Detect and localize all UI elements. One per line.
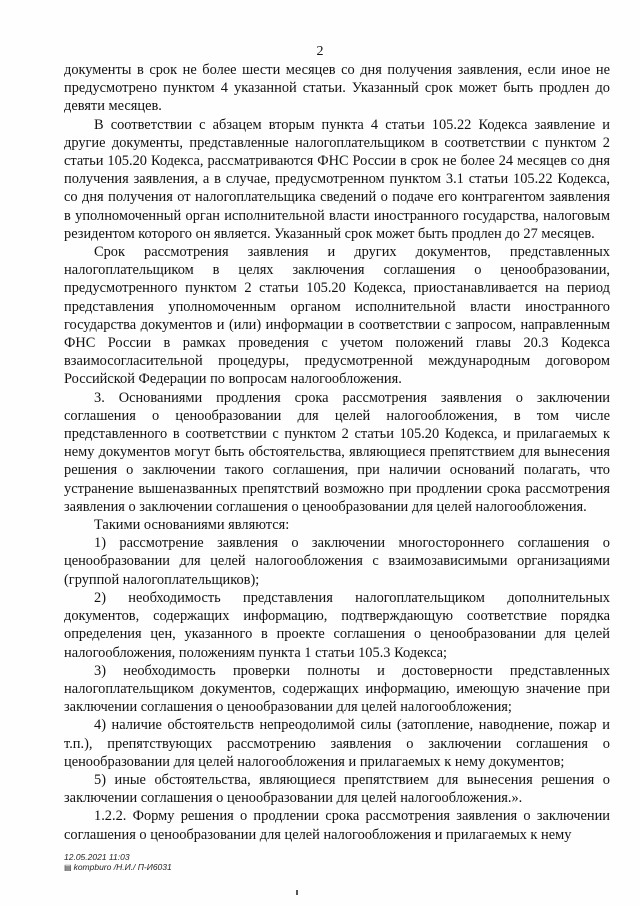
footer-stamp bbox=[64, 852, 172, 873]
footer-path-line bbox=[64, 862, 172, 873]
paragraph-grounds-extension: 3. Основаниями продления срока рассмотрения заявления о заключении соглашения о ценообразовании для целей налогообложения, в том числе представленного в соответствии с пунктом 2 статьи 105.20 Кодекса, и прилагаемых к нему документов могут быть обстоятельства, являющиеся препятствием для вынесения решения о заключении такого соглашения, при наличии оснований полагать, что устранение вышеназванных препятствий возможно при продлении срока рассмотрения заявления о заключении соглашения о ценообразовании для целей налогообложения. bbox=[64, 389, 610, 515]
list-item-3: 3) необходимость проверки полноты и достоверности представленных налогоплательщиком документов, содержащих информацию, имеющую значение при заключении соглашения о ценообразовании для целей налогообложения; bbox=[64, 662, 610, 716]
footer-path: kompburo /Н.И./ П-И6031 bbox=[73, 862, 172, 872]
paragraph-suspension: Срок рассмотрения заявления и других документов, представленных налогоплательщиком в целях заключения соглашения о ценообразовании, предусмотренного пунктом 2 статьи 105.20 Кодекса, приостанавливается на период представления уполномоченным органом исполнительной власти иностранного государства документов и (или) информации в соответствии с запросом, направленным ФНС России в рамках проведения с учетом положений главы 20.3 Кодекса взаимосогласительной процедуры, предусмотренной международным договором Российской Федерации по вопросам налогообложения. bbox=[64, 244, 610, 388]
list-item-2: 2) необходимость представления налогоплательщиком дополнительных документов, содержащих информацию, подтверждающую соответствие порядка определения цен, указанного в проекте соглашения о ценообразовании для целей налогообложения, положениям пункта 1 статьи 105.3 Кодекса; bbox=[64, 589, 610, 661]
list-item-4: 4) наличие обстоятельств непреодолимой силы (затопление, наводнение, пожар и т.п.), препятствующих рассмотрению заявления о заключении соглашения о ценообразовании для целей налогообложения и прилагаемых к нему документов; bbox=[64, 717, 610, 770]
scan-speck bbox=[296, 890, 298, 895]
page-number: 2 bbox=[316, 44, 324, 59]
document-body bbox=[64, 61, 610, 844]
paragraph-1-2-2: 1.2.2. Форму решения о продлении срока рассмотрения заявления о заключении соглашения о ценообразовании для целей налогообложения и прилагаемых к нему bbox=[64, 808, 610, 843]
paragraph-continuation: документы в срок не более шести месяцев со дня получения заявления, если иное не предусмотрено пунктом 4 указанной статьи. Указанный срок может быть продлен до девяти месяцев. bbox=[64, 62, 610, 115]
paragraph-grounds-intro: Такими основаниями являются: bbox=[94, 517, 290, 534]
document-icon: ▤ bbox=[64, 863, 72, 872]
list-item-5: 5) иные обстоятельства, являющиеся препятствием для вынесения решения о заключении соглашения о ценообразовании для целей налогообложения.». bbox=[64, 771, 610, 807]
list-item-1: 1) рассмотрение заявления о заключении многостороннего соглашения о ценообразовании для целей налогообложения с взаимозависимыми организациями (группой налогоплательщиков); bbox=[64, 535, 610, 588]
footer-date: 12.05.2021 11:03 bbox=[64, 852, 130, 862]
paragraph-article-105-22: В соответствии с абзацем вторым пункта 4 статьи 105.22 Кодекса заявление и другие документы, представленные налогоплательщиком в соответствии с пунктом 2 статьи 105.20 Кодекса, рассматриваются ФНС России в срок не более 24 месяцев со дня получения заявления, а в случае, предусмотренном пунктом 3.1 статьи 105.22 Кодекса, со дня получения от налогоплательщика сведений о подаче его контрагентом заявления в уполномоченный орган исполнительной власти иностранного государства, налоговым резидентом которого он является. Указанный срок может быть продлен до 27 месяцев. bbox=[64, 116, 610, 242]
